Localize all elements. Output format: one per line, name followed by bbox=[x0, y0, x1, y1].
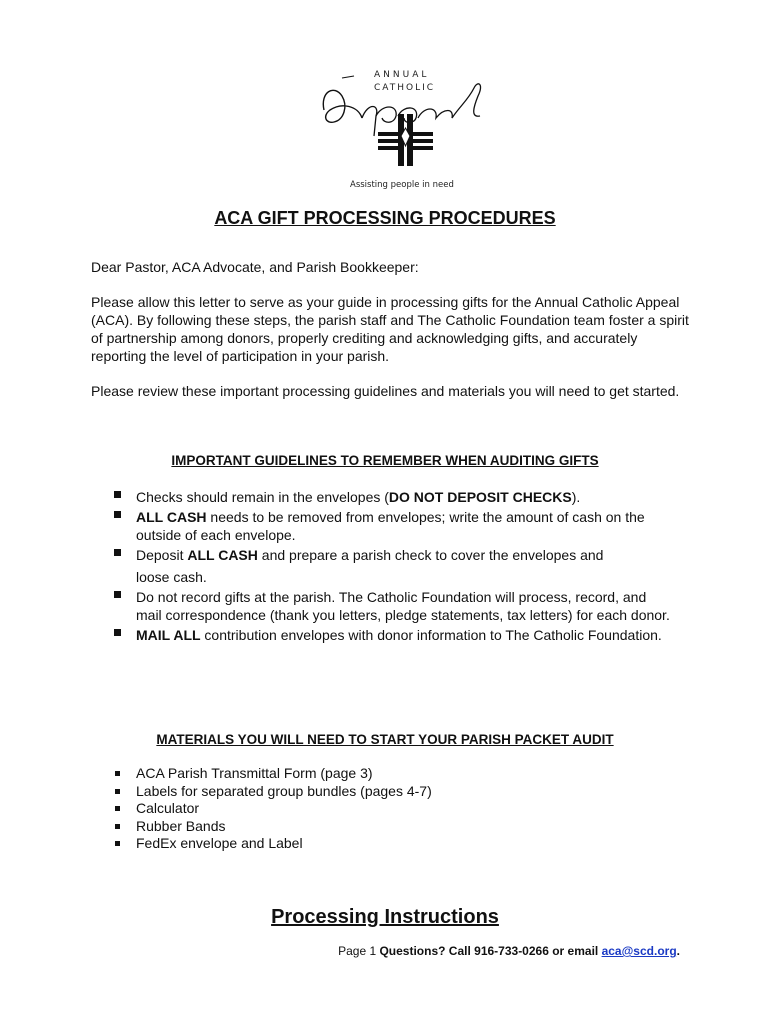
bullet-icon bbox=[115, 789, 120, 794]
logo-tagline: Assisting people in need bbox=[350, 180, 454, 190]
section-title: Processing Instructions bbox=[271, 906, 499, 928]
bullet-icon bbox=[115, 824, 120, 829]
list-item: Rubber Bands bbox=[110, 818, 610, 836]
bullet-icon bbox=[114, 591, 121, 598]
document-title: ACA GIFT PROCESSING PROCEDURES bbox=[214, 208, 556, 228]
bullet-icon bbox=[114, 491, 121, 498]
list-item: Labels for separated group bundles (pages 4-7) bbox=[110, 783, 610, 801]
bullet-icon bbox=[115, 806, 120, 811]
page-footer: Page 1 Questions? Call 916-733-0266 or email aca@scd.org. bbox=[338, 944, 680, 958]
guidelines-heading: IMPORTANT GUIDELINES TO REMEMBER WHEN AUDITING GIFTS bbox=[171, 453, 599, 468]
list-item: Deposit ALL CASH and prepare a parish check to cover the envelopes and loose cash. bbox=[110, 546, 670, 586]
email-link[interactable]: aca@scd.org bbox=[601, 944, 677, 958]
list-item: Do not record gifts at the parish. The Catholic Foundation will process, record, and mail correspondence (thank you letters, pledge statements, tax letters) for each donor. bbox=[110, 588, 670, 624]
list-item: ALL CASH needs to be removed from envelopes; write the amount of cash on the outside of each envelope. bbox=[110, 508, 670, 544]
review-paragraph: Please review these important processing guidelines and materials you will need to get started. bbox=[91, 383, 680, 399]
bullet-icon bbox=[114, 629, 121, 636]
logo-annual-text: ANNUAL bbox=[374, 70, 430, 80]
materials-list bbox=[110, 765, 610, 853]
list-item: MAIL ALL contribution envelopes with donor information to The Catholic Foundation. bbox=[110, 626, 670, 644]
bullet-icon bbox=[115, 841, 120, 846]
bullet-icon bbox=[114, 549, 121, 556]
materials-heading: MATERIALS YOU WILL NEED TO START YOUR PARISH PACKET AUDIT bbox=[156, 732, 614, 747]
list-item: Calculator bbox=[110, 800, 610, 818]
aca-logo bbox=[318, 66, 490, 200]
salutation: Dear Pastor, ACA Advocate, and Parish Bookkeeper: bbox=[91, 259, 419, 275]
bullet-icon bbox=[114, 511, 121, 518]
list-item: ACA Parish Transmittal Form (page 3) bbox=[110, 765, 610, 783]
page-number: Page 1 bbox=[338, 944, 380, 958]
intro-paragraph: Please allow this letter to serve as your guide in processing gifts for the Annual Catholic Appeal (ACA). By following these steps, the parish staff and The Catholic Foundation team foster a spirit of partnership among donors, properly crediting and acknowledging gifts, and accurately reporting the level of participation in your parish. bbox=[91, 294, 689, 364]
guidelines-list bbox=[110, 488, 670, 646]
bullet-icon bbox=[115, 771, 120, 776]
footer-question: Questions? Call 916-733-0266 or email bbox=[379, 944, 602, 958]
list-item: FedEx envelope and Label bbox=[110, 835, 610, 853]
logo-catholic-text: CATHOLIC bbox=[374, 83, 436, 93]
list-item: Checks should remain in the envelopes (DO NOT DEPOSIT CHECKS). bbox=[110, 488, 670, 506]
